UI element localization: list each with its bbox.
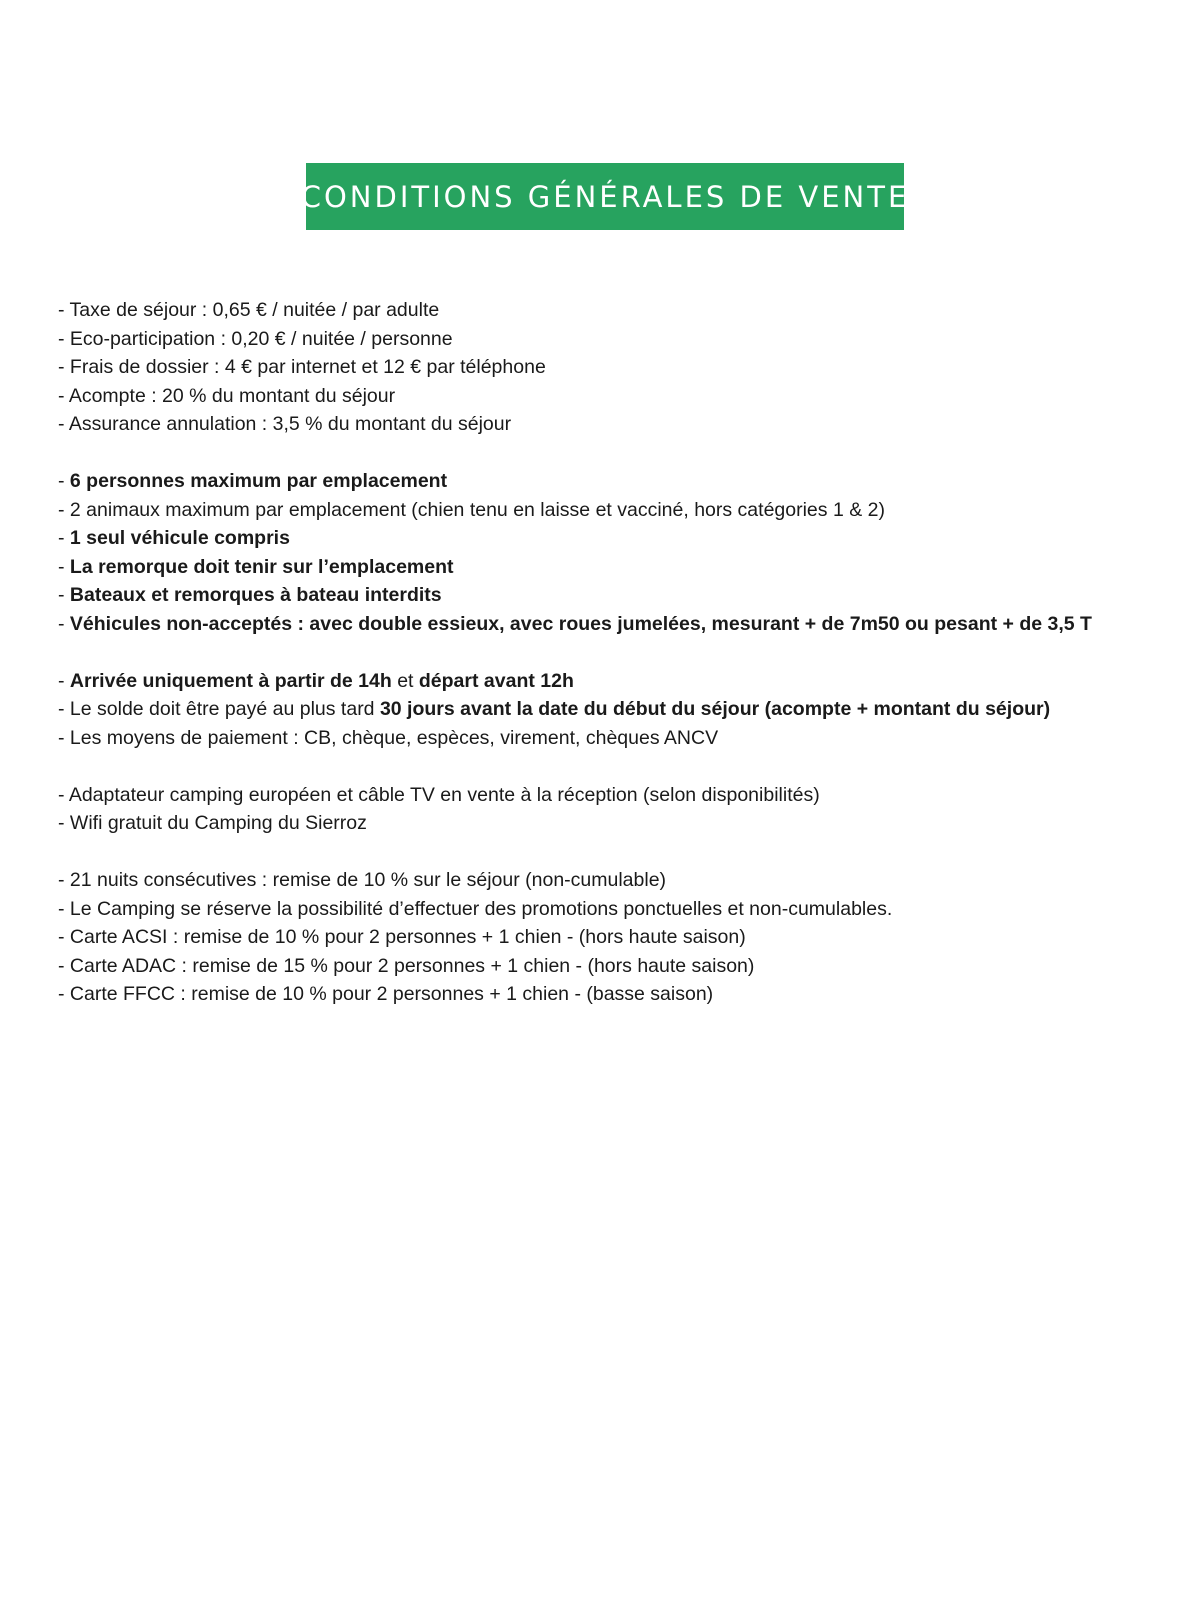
condition-text: - Frais de dossier : 4 € par internet et 12 € par téléphone	[58, 356, 546, 378]
condition-text: - Le Camping se réserve la possibilité d’effectuer des promotions ponctuelles et non-cumulables.	[58, 897, 893, 920]
condition-line	[58, 923, 1178, 952]
condition-text: - Eco-participation : 0,20 € / nuitée / personne	[58, 327, 453, 350]
condition-text: -	[58, 669, 70, 692]
condition-text: - Wifi gratuit du Camping du Sierroz	[58, 812, 367, 834]
condition-line	[58, 325, 1178, 354]
condition-line	[58, 695, 1178, 724]
condition-line	[58, 382, 1178, 411]
condition-text: -	[58, 527, 70, 549]
condition-line	[58, 553, 1178, 582]
condition-text: - Taxe de séjour : 0,65 € / nuitée / par adulte	[58, 299, 440, 321]
condition-text-bold: Bateaux et remorques à bateau interdits	[69, 584, 442, 606]
conditions-group	[58, 296, 1178, 439]
conditions-list	[58, 296, 1178, 1037]
condition-text: -	[58, 470, 70, 492]
condition-text: -	[58, 584, 70, 606]
conditions-group	[58, 467, 1178, 638]
title-banner	[300, 163, 910, 230]
condition-line	[58, 866, 1178, 895]
condition-text-bold: 1 seul véhicule compris	[69, 527, 290, 549]
conditions-group	[58, 667, 1178, 753]
condition-line	[58, 952, 1178, 981]
condition-line	[58, 667, 1178, 696]
condition-line	[58, 610, 1178, 639]
condition-text: - 21 nuits consécutives : remise de 10 % sur le séjour (non-cumulable)	[58, 869, 667, 891]
condition-text-bold: Arrivée uniquement à partir de 14h	[69, 669, 392, 692]
condition-text: et	[391, 669, 419, 692]
conditions-group	[58, 866, 1178, 1009]
condition-text: -	[58, 555, 70, 578]
condition-line	[58, 809, 1178, 838]
condition-text: - Carte ADAC : remise de 15 % pour 2 personnes + 1 chien - (hors haute saison)	[58, 954, 755, 977]
condition-text-bold: départ avant 12h	[418, 669, 574, 692]
condition-text: - Carte ACSI : remise de 10 % pour 2 personnes + 1 chien - (hors haute saison)	[58, 926, 746, 948]
condition-line	[58, 296, 1178, 325]
conditions-group	[58, 781, 1178, 838]
condition-text: - Adaptateur camping européen et câble TV en vente à la réception (selon disponibilités)	[58, 783, 820, 806]
condition-text: - Les moyens de paiement : CB, chèque, espèces, virement, chèques ANCV	[58, 726, 719, 749]
condition-line	[58, 724, 1178, 753]
condition-line	[58, 781, 1178, 810]
condition-text-bold: La remorque doit tenir sur l’emplacement	[69, 555, 454, 578]
condition-line	[58, 496, 1178, 525]
page-title: CONDITIONS GÉNÉRALES DE VENTE	[300, 179, 910, 214]
condition-line	[58, 353, 1178, 382]
condition-line	[58, 980, 1178, 1009]
condition-text: - Assurance annulation : 3,5 % du montant du séjour	[58, 413, 512, 435]
condition-text-bold: 30 jours avant la date du début du séjour (acompte + montant du séjour)	[379, 698, 1051, 720]
condition-text-bold: Véhicules non-acceptés : avec double essieux, avec roues jumelées, mesurant + de 7m50 ou pesant + de 3,5 T	[69, 612, 1092, 635]
condition-line	[58, 895, 1178, 924]
condition-text: - Carte FFCC : remise de 10 % pour 2 personnes + 1 chien - (basse saison)	[58, 983, 714, 1005]
condition-line	[58, 467, 1178, 496]
condition-line	[58, 524, 1178, 553]
condition-text: -	[58, 612, 70, 635]
condition-text: - Acompte : 20 % du montant du séjour	[58, 384, 396, 407]
condition-line	[58, 581, 1178, 610]
condition-line	[58, 410, 1178, 439]
condition-text-bold: 6 personnes maximum par emplacement	[69, 470, 448, 492]
condition-text: - Le solde doit être payé au plus tard	[58, 698, 380, 720]
condition-text: - 2 animaux maximum par emplacement (chien tenu en laisse et vacciné, hors catégories 1 & 2)	[58, 498, 885, 521]
